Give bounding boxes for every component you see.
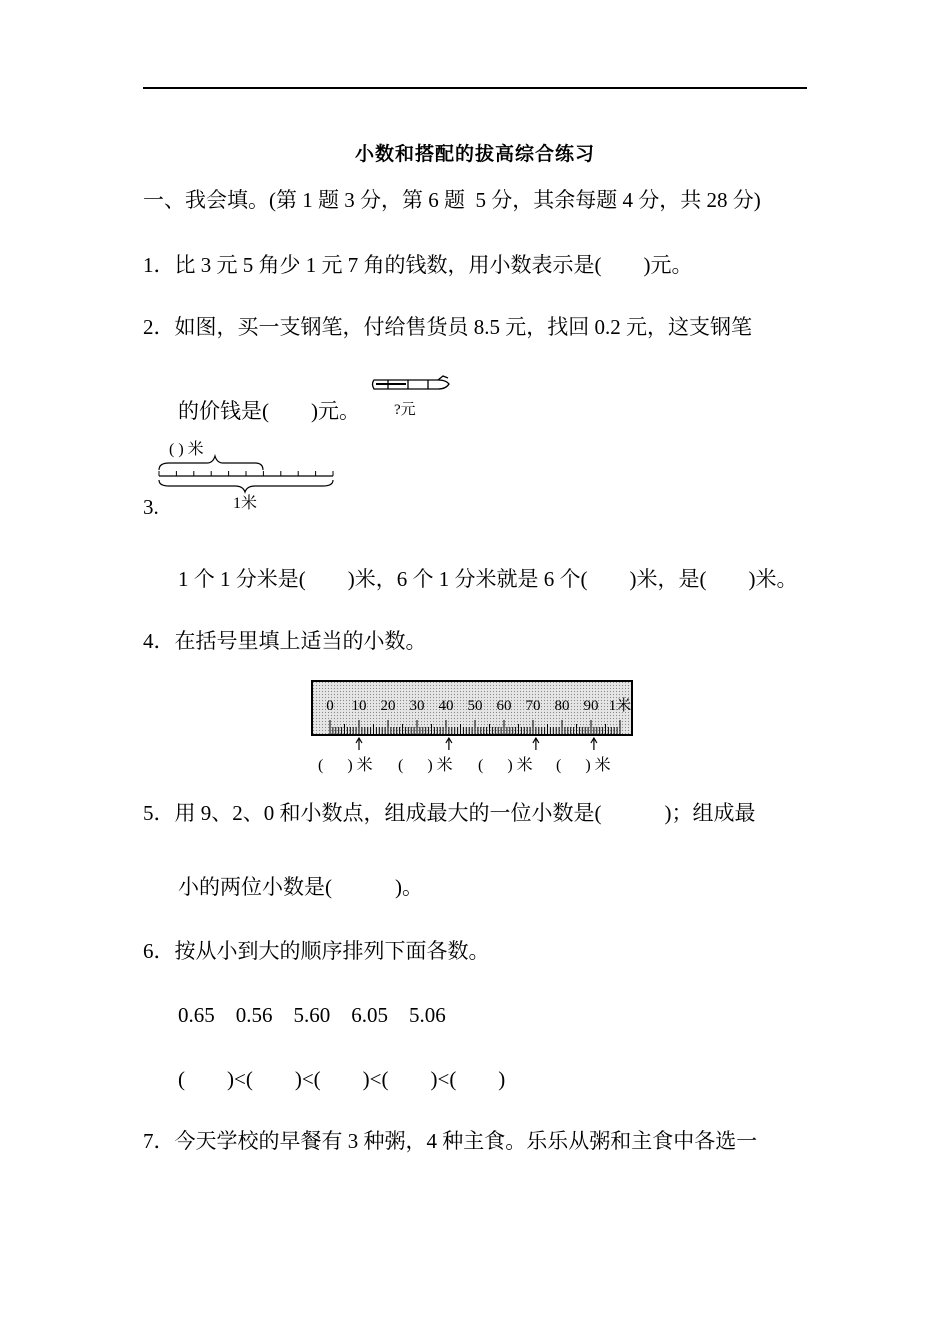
question-5-line-1: 5．用 9、2、0 和小数点，组成最大的一位小数是( )；组成最 bbox=[143, 801, 756, 825]
top-brace bbox=[159, 456, 263, 470]
ruler-answer-label: ( ) 米 bbox=[318, 757, 373, 774]
ruler-label: 1米 bbox=[608, 698, 632, 714]
ruler-answer-label: ( ) 米 bbox=[556, 757, 611, 774]
pen-figure bbox=[368, 372, 458, 422]
question-2-line-1: 2．如图，买一支钢笔，付给售货员 8.5 元，找回 0.2 元，这支钢笔 bbox=[143, 315, 752, 339]
diagram-bottom-label: 1米 bbox=[233, 495, 258, 512]
ruler-label: 40 bbox=[438, 698, 454, 714]
ruler-answer-label: ( ) 米 bbox=[398, 757, 453, 774]
question-7: 7．今天学校的早餐有 3 种粥，4 种主食。乐乐从粥和主食中各选一 bbox=[143, 1129, 758, 1153]
ruler-label: 60 bbox=[496, 698, 512, 714]
question-4: 4．在括号里填上适当的小数。 bbox=[143, 629, 427, 653]
diagram-ticks bbox=[159, 471, 333, 476]
question-5-line-2: 小的两位小数是( )。 bbox=[178, 875, 423, 899]
meter-ruler bbox=[300, 678, 650, 778]
ruler-label: 0 bbox=[326, 698, 334, 714]
pen-price-label: ?元 bbox=[394, 402, 416, 418]
header-rule bbox=[143, 87, 807, 89]
question-1: 1．比 3 元 5 角少 1 元 7 角的钱数，用小数表示是( )元。 bbox=[143, 253, 693, 277]
question-3-text: 1 个 1 分米是( )米，6 个 1 分米就是 6 个( )米，是( )米。 bbox=[178, 567, 798, 591]
ruler-answer-label: ( ) 米 bbox=[478, 757, 533, 774]
question-6: 6．按从小到大的顺序排列下面各数。 bbox=[143, 939, 490, 963]
ruler-arrows bbox=[356, 738, 597, 750]
question-2-line-2: 的价钱是( )元。 bbox=[178, 399, 360, 423]
question-3-number: 3. bbox=[143, 495, 159, 519]
ruler-label: 80 bbox=[554, 698, 570, 714]
section-heading: 一、我会填。(第 1 题 3 分，第 6 题 5 分，其余每题 4 分，共 28 分) bbox=[143, 188, 761, 212]
page-title: 小数和搭配的拔高综合练习 bbox=[354, 143, 595, 165]
bottom-brace bbox=[159, 480, 333, 492]
length-diagram bbox=[155, 436, 345, 516]
question-6-numbers: 0.65 0.56 5.60 6.05 5.06 bbox=[178, 1003, 446, 1027]
question-6-blanks: ( )<( )<( )<( )<( ) bbox=[178, 1067, 506, 1091]
ruler-label: 20 bbox=[380, 698, 396, 714]
ruler-label: 30 bbox=[409, 698, 425, 714]
ruler-answer-labels bbox=[318, 756, 611, 774]
ruler-label: 90 bbox=[583, 698, 599, 714]
ruler-label: 70 bbox=[525, 698, 541, 714]
diagram-top-label: ( ) 米 bbox=[169, 441, 204, 458]
ruler-label: 50 bbox=[467, 698, 483, 714]
pen-icon bbox=[373, 376, 450, 389]
ruler-label: 10 bbox=[351, 698, 367, 714]
